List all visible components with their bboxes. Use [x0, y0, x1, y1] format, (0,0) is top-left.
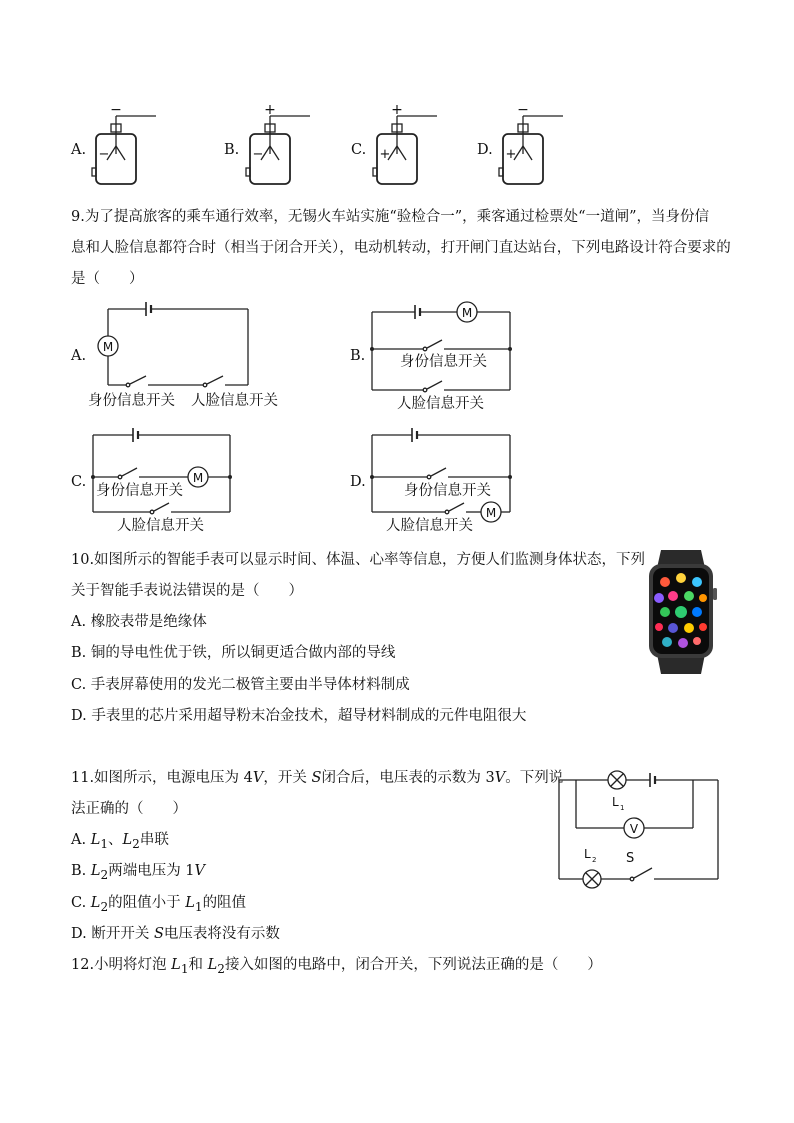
q10-stem-line2: 关于智能手表说法错误的是（ ） [71, 583, 303, 599]
q11-a-suffix: 串联 [139, 832, 169, 848]
q11-a-sub1: 1 [100, 836, 109, 851]
q9-stem-line2: 息和人脸信息都符合时（相当于闭合开关），电动机转动，打开闸门直达站台，下列电路设计符合要求的 [71, 240, 731, 256]
q11-text-2: ，开关 [263, 770, 312, 786]
q11-option-d [71, 924, 280, 944]
circuit-b-id-switch-label: 身份信息开关 [400, 354, 487, 370]
q11-lamp1-sub: 1 [620, 804, 625, 812]
q11-text-4: 。下列说 [505, 770, 564, 786]
q11-a-prefix: A. [71, 832, 91, 848]
q12-stem [71, 955, 602, 979]
q8-option-b-label: B. [224, 142, 240, 158]
circuit-a-face-switch-label: 人脸信息开关 [191, 393, 278, 409]
electroscope-a-leaf-sign: − [98, 147, 110, 162]
q11-voltmeter-label: V [629, 822, 639, 836]
circuit-c-face-switch-label: 人脸信息开关 [117, 518, 204, 534]
q11-a-sub2: 2 [132, 836, 140, 851]
q11-b-suffix: 两端电压为 1 [108, 863, 195, 879]
q9-option-b-label: B. [350, 348, 366, 364]
q11-option-c [71, 893, 246, 917]
circuit-c-id-switch-label: 身份信息开关 [96, 483, 183, 499]
q11-d-prefix: D. 断开开关 [71, 926, 154, 942]
q11-b-sub2: 2 [100, 867, 109, 882]
q8-option-a-label: A. [71, 142, 87, 158]
q11-c-suffix: 的阻值 [202, 895, 247, 911]
q11-a-mid: 、 [108, 832, 123, 848]
q11-lamp1-label: L [612, 795, 619, 809]
electroscope-d-top-sign: − [517, 102, 529, 118]
q11-c-mid: 的阻值小于 [108, 895, 186, 911]
electroscope-a-top-sign: − [110, 102, 122, 118]
q9-option-a-label: A. [71, 348, 87, 364]
q10-option-d: D. 手表里的芯片采用超导粉末冶金技术，超导材料制成的元件电阻很大 [71, 708, 527, 724]
electroscope-b-icon [242, 102, 312, 187]
q11-circuit-diagram [556, 766, 726, 886]
q9-option-c-label: C. [71, 474, 87, 490]
q11-b-unit: V [194, 863, 206, 879]
q10-stem-line1: 10.如图所示的智能手表可以显示时间、体温、心率等信息，方便人们监测身体状态，下列 [71, 552, 646, 568]
q8-option-d-label: D. [477, 142, 493, 158]
q11-c-l1: L [185, 895, 195, 911]
q11-b-prefix: B. [71, 863, 91, 879]
circuit-b-face-switch-label: 人脸信息开关 [397, 396, 484, 412]
q11-c-sub2: 2 [100, 899, 109, 914]
q11-d-suffix: 电压表将没有示数 [163, 926, 280, 942]
q9-option-d-label: D. [350, 474, 366, 490]
q11-a-l2: L [122, 832, 133, 848]
electroscope-d-leaf-sign: + [505, 147, 517, 162]
q12-text-3: 接入如图的电路中，闭合开关，下列说法正确的是（ ） [224, 957, 602, 973]
circuit-d-id-switch-label: 身份信息开关 [404, 483, 491, 499]
circuit-d-face-switch-label: 人脸信息开关 [386, 518, 473, 534]
q12-sub1: 1 [180, 961, 189, 976]
q11-a-l1: L [90, 832, 101, 848]
q11-option-a [71, 830, 169, 854]
q11-stem-line1 [71, 768, 563, 788]
circuit-c-motor-label: M [192, 471, 204, 485]
electroscope-a-icon [88, 102, 158, 187]
circuit-b-motor-label: M [461, 306, 473, 320]
q10-option-c: C. 手表屏幕使用的发光二极管主要由半导体材料制成 [71, 677, 410, 693]
q11-v-unit: V [252, 770, 264, 786]
smartwatch-image [643, 548, 723, 678]
q8-option-c-label: C. [351, 142, 367, 158]
circuit-c-diagram [88, 426, 238, 516]
circuit-d-diagram [367, 426, 517, 520]
q11-b-l2: L [90, 863, 101, 879]
q12-text-1: 12.小明将灯泡 [71, 957, 172, 973]
q11-c-sub1: 1 [194, 899, 203, 914]
q12-l2: L [207, 957, 218, 973]
q11-option-b [71, 861, 205, 885]
q11-text-3: 闭合后，电压表的示数为 3 [321, 770, 495, 786]
circuit-a-motor-label: M [102, 340, 114, 354]
q10-option-a: A. 橡胶表带是绝缘体 [71, 614, 207, 630]
circuit-d-motor-label: M [485, 506, 497, 520]
q12-l1: L [171, 957, 181, 973]
q11-c-prefix: C. [71, 895, 91, 911]
q11-lamp2-label: L [584, 847, 591, 861]
q11-stem-line2: 法正确的（ ） [71, 801, 187, 817]
q9-stem-line1: 9.为了提高旅客的乘车通行效率，无锡火车站实施“验检合一”，乘客通过检票处“一道闸”，当身份信 [71, 209, 709, 225]
q11-d-s: S [153, 926, 164, 942]
q11-switch-label: S [626, 851, 635, 866]
q12-sub2: 2 [217, 961, 225, 976]
q11-c-l2: L [90, 895, 101, 911]
electroscope-b-leaf-sign: − [252, 147, 264, 162]
q11-switch-s: S [311, 770, 322, 786]
electroscope-c-leaf-sign: + [379, 147, 391, 162]
q11-lamp2-sub: 2 [592, 856, 597, 864]
circuit-a-id-switch-label: 身份信息开关 [88, 393, 175, 409]
q12-text-2: 和 [188, 957, 208, 973]
q9-stem-line3: 是（ ） [71, 271, 144, 287]
electroscope-c-top-sign: + [391, 102, 403, 118]
q11-v-unit-2: V [494, 770, 506, 786]
q10-option-b: B. 铜的导电性优于铁，所以铜更适合做内部的导线 [71, 645, 396, 661]
electroscope-c-icon [369, 102, 439, 187]
q11-text-1: 11.如图所示，电源电压为 4 [71, 770, 253, 786]
electroscope-b-top-sign: + [264, 102, 276, 118]
electroscope-d-icon [495, 102, 565, 187]
